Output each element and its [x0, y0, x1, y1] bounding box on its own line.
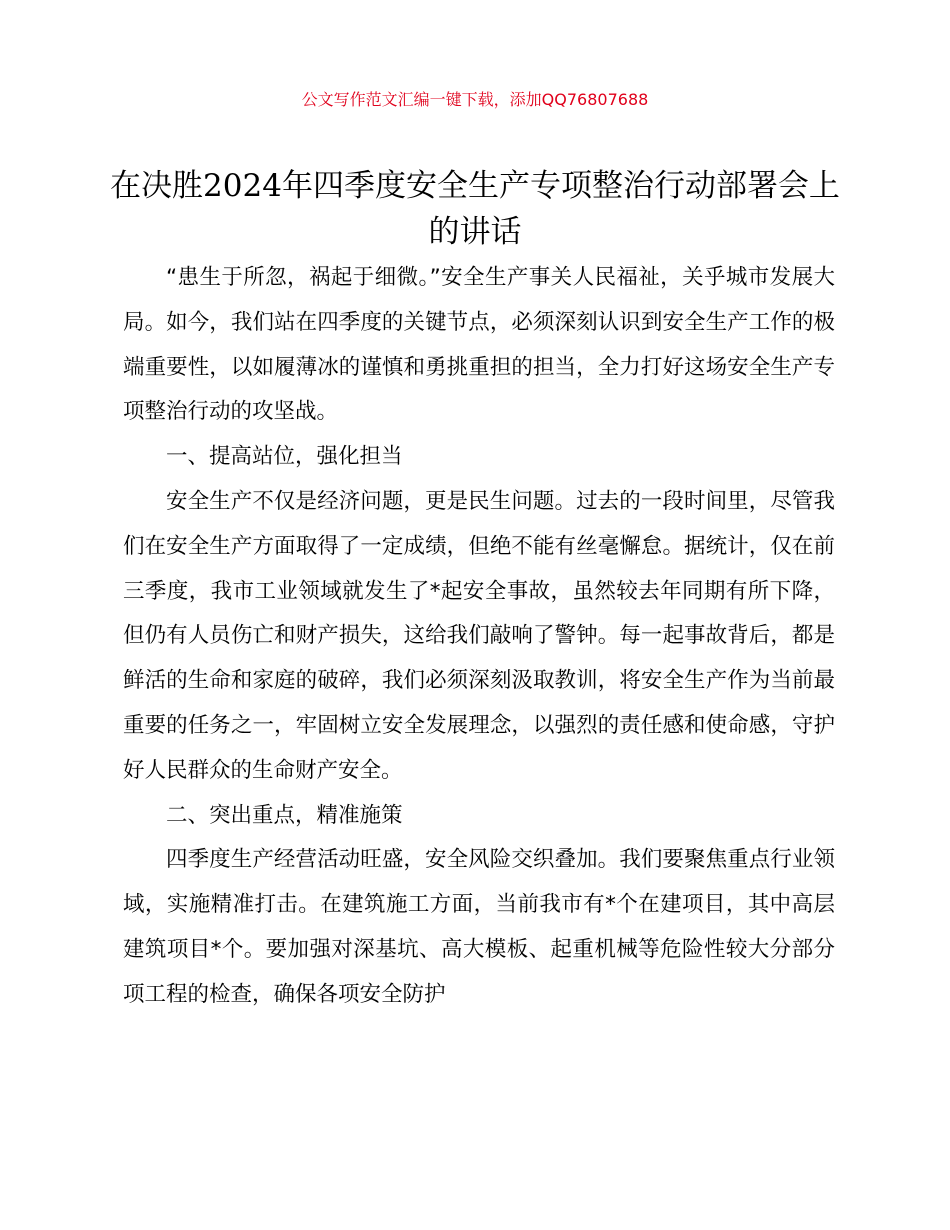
section-heading-1: 一、提高站位，强化担当 [166, 444, 403, 470]
download-notice: 公文写作范文汇编一键下载，添加QQ76807688 [301, 90, 649, 109]
section-2-paragraph: 四季度生产经营活动旺盛，安全风险交织叠加。我们要聚焦重点行业领域，实施精准打击。在建筑施工方面，当前我市有*个在建项目，其中高层建筑项目*个。要加强对深基坑、高大模板、起重机械等危险性较大分部分项工程的检查，确保各项安全防护 [123, 847, 835, 1007]
document-body [123, 256, 835, 1018]
intro-paragraph: “患生于所忽，祸起于细微。”安全生产事关人民福祉，关乎城市发展大局。如今，我们站在四季度的关键节点，必须深刻认识到安全生产工作的极端重要性，以如履薄冰的谨慎和勇挑重担的担当，全力打好这场安全生产专项整治行动的攻坚战。 [123, 265, 835, 425]
section-1-paragraph: 安全生产不仅是经济问题，更是民生问题。过去的一段时间里，尽管我们在安全生产方面取得了一定成绩，但绝不能有丝毫懈怠。据统计，仅在前三季度，我市工业领域就发生了*起安全事故，虽然较去年同期有所下降，但仍有人员伤亡和财产损失，这给我们敲响了警钟。每一起事故背后，都是鲜活的生命和家庭的破碎，我们必须深刻汲取教训，将安全生产作为当前最重要的任务之一，牢固树立安全发展理念，以强烈的责任感和使命感，守护好人民群众的生命财产安全。 [123, 488, 835, 783]
section-heading-2: 二、突出重点，精准施策 [166, 802, 403, 828]
document-title: 在决胜2024年四季度安全生产专项整治行动部署会上的讲话 [110, 168, 840, 250]
